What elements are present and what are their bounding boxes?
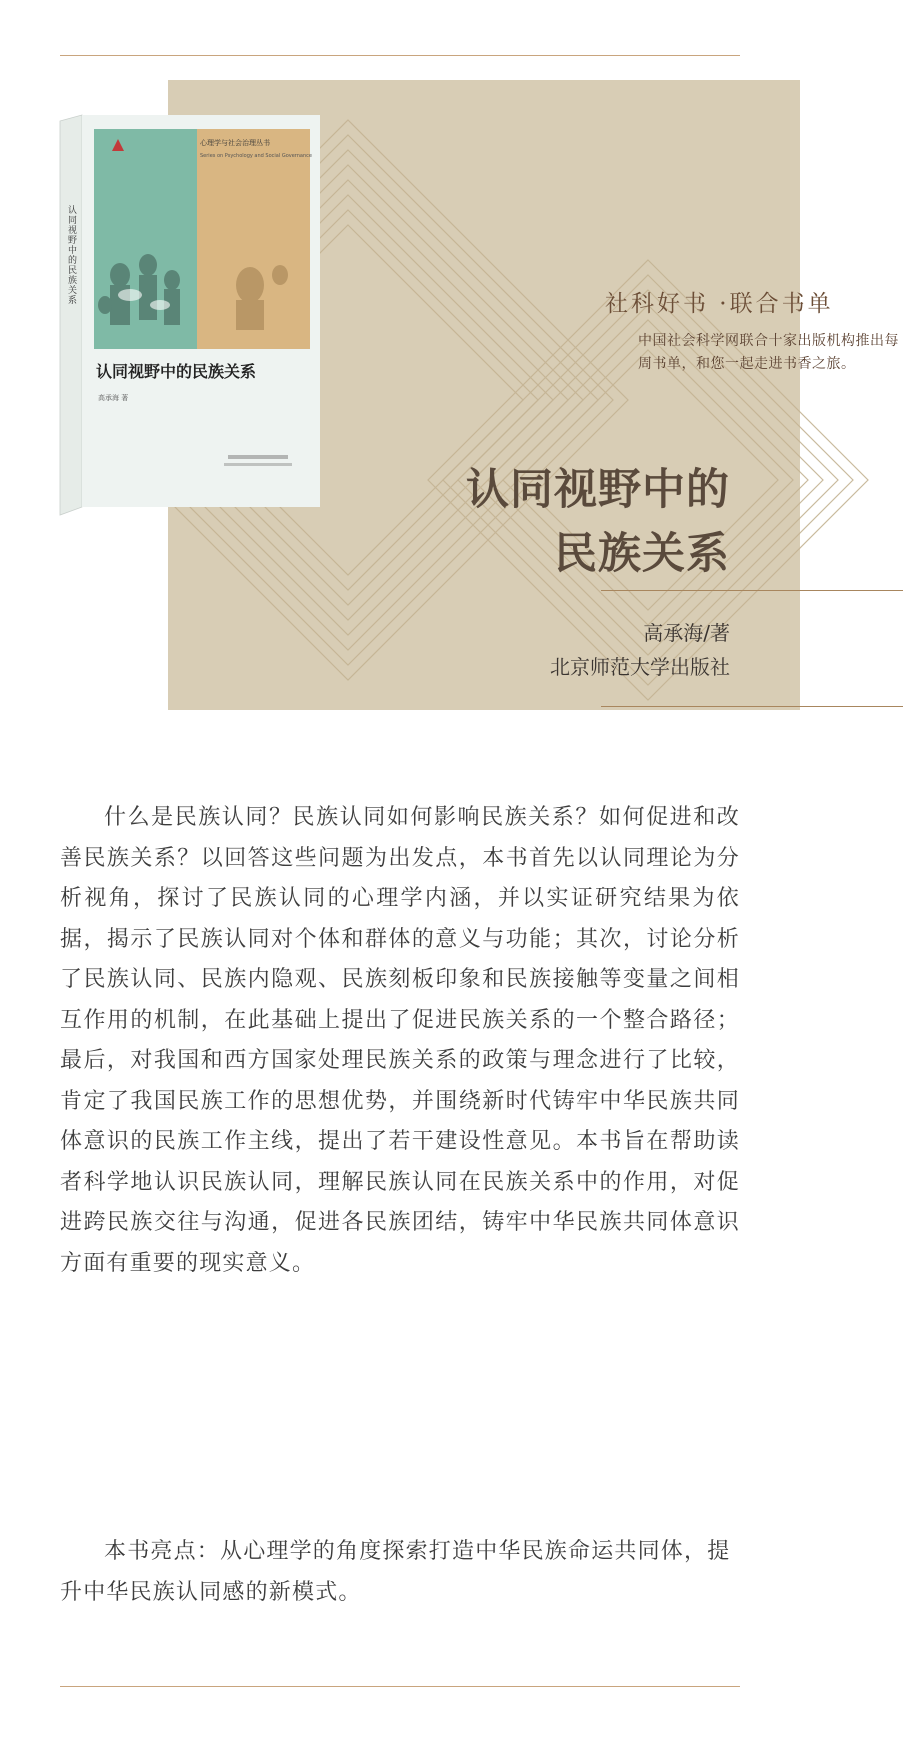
publisher-divider — [601, 706, 903, 707]
book-description — [60, 798, 740, 1284]
highlights-paragraph: 本书亮点：从心理学的角度探索打造中华民族命运共同体，提升中华民族认同感的新模式。 — [60, 1539, 731, 1605]
book-title — [466, 458, 730, 586]
publisher: 北京师范大学出版社 — [550, 655, 730, 679]
title-divider — [601, 590, 903, 591]
book-title-line-1: 认同视野中的 — [466, 465, 730, 515]
cover-series-en: Series on Psychology and Social Governance — [200, 153, 312, 159]
cover-series: 心理学与社会治理丛书 — [200, 139, 270, 147]
book-cover-image — [60, 115, 320, 515]
book-highlights — [60, 1532, 740, 1613]
spine-title: 认同视野中的民族关系 — [66, 205, 76, 305]
series-title: 社科好书 ·联合书单 — [605, 291, 834, 317]
cover-author: 高承海 著 — [98, 394, 129, 402]
book-title-line-2: 民族关系 — [554, 529, 730, 579]
cover-title: 认同视野中的民族关系 — [96, 362, 257, 381]
description-paragraph: 什么是民族认同？民族认同如何影响民族关系？如何促进和改善民族关系？以回答这些问题为出发点，本书首先以认同理论为分析视角，探讨了民族认同的心理学内涵，并以实证研究结果为依据，揭示了民族认同对个体和群体的意义与功能；其次，讨论分析了民族认同、民族内隐观、民族刻板印象和民族接触等变量之间相互作用的机制，在此基础上提出了促进民族关系的一个整合路径；最后，对我国和西方国家处理民族关系的政策与理念进行了比较，肯定了我国民族工作的思想优势，并围绕新时代铸牢中华民族共同体意识的民族工作主线，提出了若干建设性意见。本书旨在帮助读者科学地认识民族认同，理解民族认同在民族关系中的作用，对促进跨民族交往与沟通，促进各民族团结，铸牢中华民族共同体意识方面有重要的现实意义。 — [60, 805, 740, 1276]
author: 高承海/著 — [643, 621, 730, 645]
series-intro: 中国社会科学网联合十家出版机构推出每周书单，和您一起走进书香之旅。 — [638, 333, 899, 372]
bottom-divider — [60, 1686, 740, 1687]
top-divider — [60, 55, 740, 56]
